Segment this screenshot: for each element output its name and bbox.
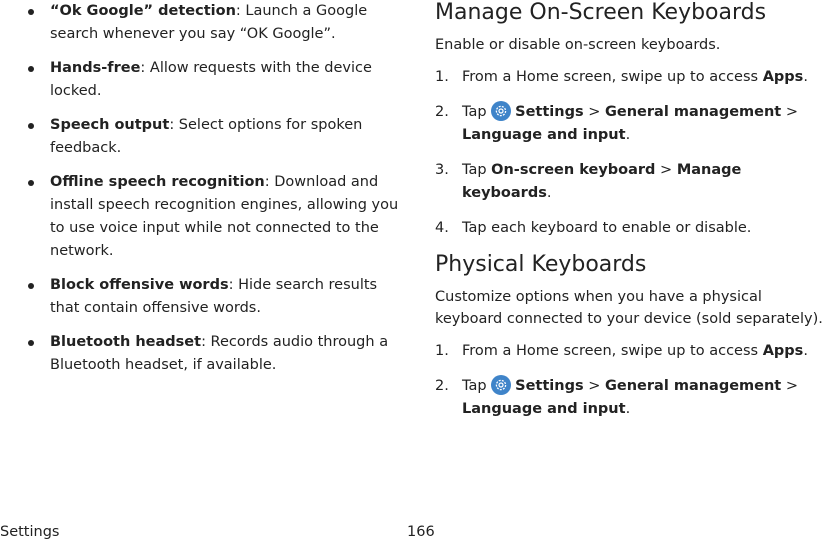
step-item: 2. Tap Settings > General management > Language and input. xyxy=(435,375,828,421)
bullet-icon xyxy=(28,66,34,72)
section-heading-physical-keyboards: Physical Keyboards xyxy=(435,252,647,277)
left-column xyxy=(28,0,403,388)
list-item: Hands-free: Allow requests with the device locked. xyxy=(28,57,403,103)
step-item: 1. From a Home screen, swipe up to access Apps. xyxy=(435,343,808,359)
footer-section-name: Settings xyxy=(0,524,60,540)
bullet-icon xyxy=(28,180,34,186)
bullet-icon xyxy=(28,340,34,346)
bullet-icon xyxy=(28,283,34,289)
section-heading-on-screen-keyboards: Manage On-Screen Keyboards xyxy=(435,0,767,25)
list-item: Block offensive words: Hide search results that contain offensive words. xyxy=(28,274,403,320)
bullet-icon xyxy=(28,123,34,129)
right-column xyxy=(435,0,828,433)
steps-list xyxy=(435,340,828,421)
step-item: 1. From a Home screen, swipe up to access Apps. xyxy=(435,69,808,85)
settings-gear-icon xyxy=(491,101,511,121)
list-item: “Ok Google” detection: Launch a Google search whenever you say “OK Google”. xyxy=(28,0,403,46)
section-intro: Enable or disable on-screen keyboards. xyxy=(435,37,721,53)
list-item: Offline speech recognition: Download and install speech recognition engines, allowing you to use voice input while not connected to the network. xyxy=(28,171,403,263)
list-item: Bluetooth headset: Records audio through a Bluetooth headset, if available. xyxy=(28,331,403,377)
list-item: Speech output: Select options for spoken feedback. xyxy=(28,114,403,160)
page-number: 166 xyxy=(407,524,435,540)
settings-gear-icon xyxy=(491,375,511,395)
step-item: 3. Tap On-screen keyboard > Manage keyboards. xyxy=(435,162,742,201)
bullet-icon xyxy=(28,9,34,15)
step-item: 4. Tap each keyboard to enable or disable. xyxy=(435,220,752,236)
steps-list xyxy=(435,66,828,240)
step-item: 2. Tap Settings > General management > Language and input. xyxy=(435,101,828,147)
section-intro: Customize options when you have a physical keyboard connected to your device (sold separately). xyxy=(435,289,823,327)
voice-settings-list xyxy=(28,0,403,377)
